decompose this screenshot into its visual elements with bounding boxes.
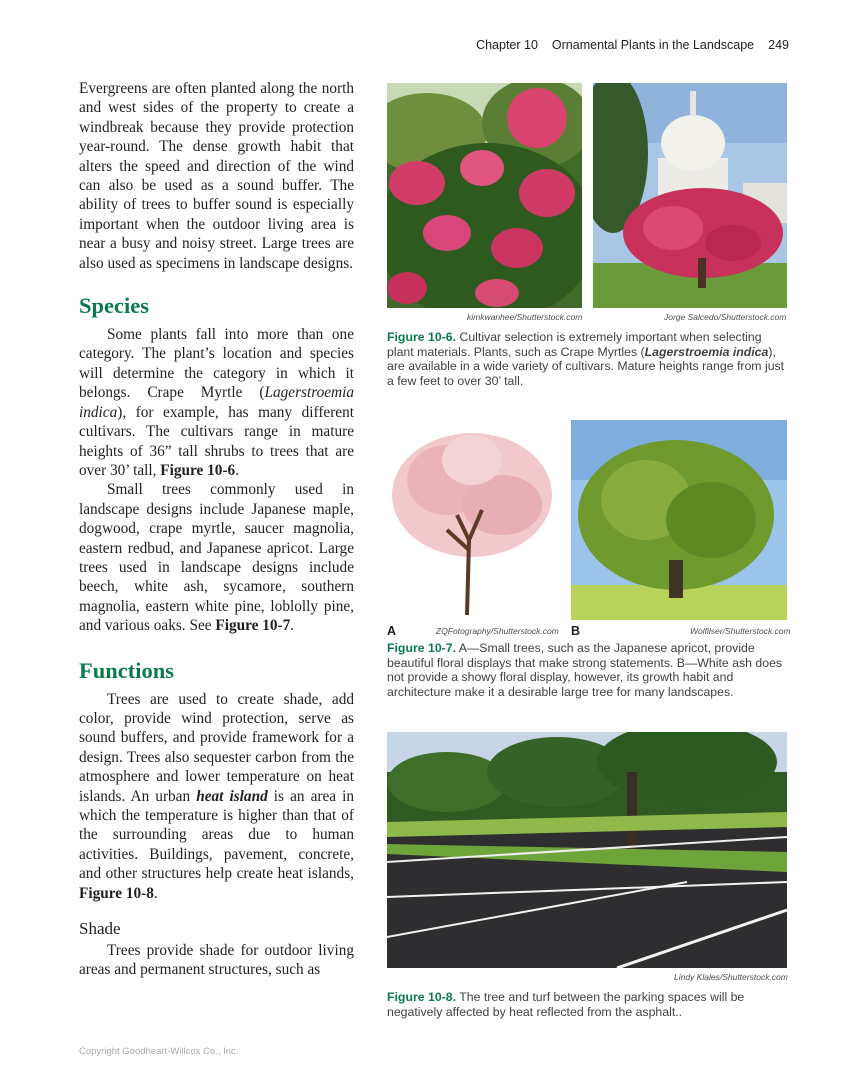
functions-heading: Functions [79,657,175,683]
species-paragraph-1: Some plants fall into more than one category. The plant’s location and species will determine the category in which it belongs. Crape Myrtle (Lagerstroemia indica), for example, has many different cultivars. The cultivars range in mature heights of 36” tall shrubs to trees that are over 30’ tall, Figure 10-6. [79,326,354,479]
figure-10-6-caption: Figure 10-6. Cultivar selection is extremely important when selecting plant materials. Plants, such as Crape Myrtles (Lagerstroemia indica), are available in a wide variety of cultivars. Mature heights range from just a few feet to over 30’ tall. [387,330,785,388]
japanese-apricot-photo [387,420,557,620]
photo-credit: ZQFotography/Shutterstock.com [436,626,559,636]
latin-name: Lagerstroemia indica [79,384,354,421]
figure-label: Figure 10-7. [387,641,457,655]
shade-paragraph: Trees provide shade for outdoor living areas and permanent structures, such as [79,942,354,979]
intro-paragraph: Evergreens are often planted along the north and west sides of the property to create a windbreak because they provide protection year-round. The dense growth habit that alters the speed and direction of the wind can also be used as a sound buffer. The ability of trees to buffer sound is especially important when the outdoor living area is near a busy and noisy street. Large trees are also used as specimens in landscape designs. [79,80,354,272]
panel-label-a: A [387,624,397,638]
photo-credit: Wolfilser/Shutterstock.com [690,626,791,636]
page-number: 249 [768,38,789,52]
figure-10-7-caption: Figure 10-7. A—Small trees, such as the Japanese apricot, provide beautiful floral displays that make strong statements. B—White ash does not provide a showy floral display, however, its growth habit and architecture make it a desirable large tree for many landscapes. [387,641,783,699]
chapter-number: Chapter 10 [476,38,538,52]
species-paragraph-2: Small trees commonly used in landscape designs include Japanese maple, dogwood, crape myrtle, saucer magnolia, eastern redbud, and Japanese apricot. Large trees used in landscape designs include beech, white ash, sycamore, southern magnolia, eastern white pine, loblolly pine, and various oaks. See Figure 10-7. [79,481,354,635]
photo-credit: Lindy Klales/Shutterstock.com [674,972,788,982]
figure-reference: Figure 10-7 [215,617,291,635]
chapter-title: Ornamental Plants in the Landscape [551,38,755,52]
figure-label: Figure 10-6. [387,330,457,344]
functions-paragraph: Trees are used to create shade, add color, provide wind protection, serve as sound buffers, and provide framework for a design. Trees also sequester carbon from the atmosphere and lower temperature on heat islands. An urban heat island is an area in which the temperature is higher than that of the surrounding areas due to human activities. Buildings, pavement, concrete, and other structures help create heat islands, Figure 10-8. [79,690,354,902]
figure-10-8-caption: Figure 10-8. The tree and turf between the parking spaces will be negatively affected by heat reflected from the asphalt.. [387,990,745,1019]
photo-credit: kimkwanhee/Shutterstock.com [467,312,583,322]
parking-lot-photo [387,732,787,968]
copyright-footer: Copyright Goodheart-Willcox Co., Inc. [79,1046,239,1057]
crape-myrtle-photo [387,83,582,308]
body-text-column [79,79,354,980]
shade-heading: Shade [79,919,121,939]
key-term: heat island [196,787,268,805]
figure-reference: Figure 10-8 [79,884,154,902]
figure-reference: Figure 10-6 [160,461,236,479]
capitol-crape-myrtle-photo [593,83,787,308]
running-head [476,38,789,52]
figure-label: Figure 10-8. [387,990,457,1004]
species-heading: Species [79,293,149,319]
white-ash-photo [571,420,787,620]
photo-credit: Jorge Salcedo/Shutterstock.com [664,312,787,322]
panel-label-b: B [571,624,581,638]
